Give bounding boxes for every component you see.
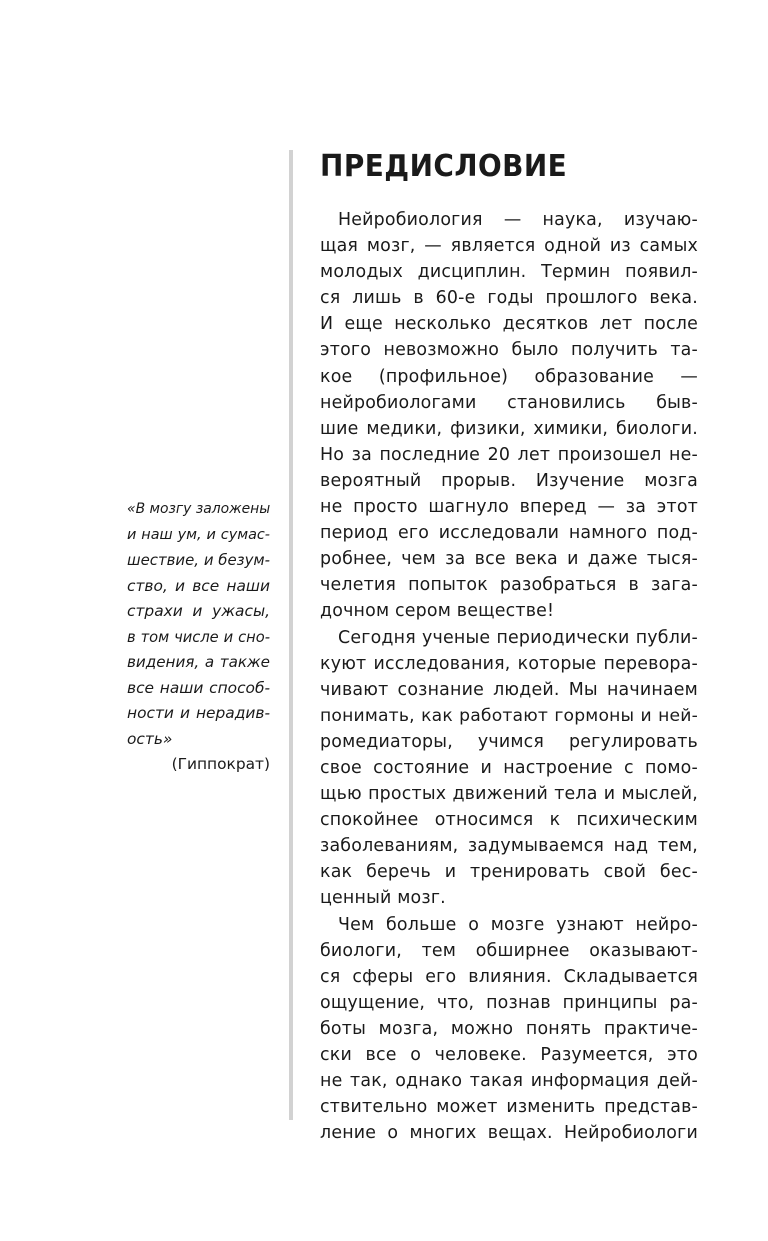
- text-line: чивают сознание людей. Мы начинаем: [320, 679, 698, 700]
- text-line: понимать, как работают гормоны и ней-: [320, 705, 698, 726]
- text-line: ромедиаторы, учимся регулировать: [320, 731, 698, 752]
- epigraph-line: и наш ум, и сумас-: [127, 526, 270, 543]
- text-line: период его исследовали намного под-: [320, 523, 698, 544]
- text-line: этого невозможно было получить та-: [320, 340, 698, 361]
- text-line: дочном сером веществе!: [320, 601, 555, 622]
- text-line: ценный мозг.: [320, 888, 446, 909]
- text-line: ление о многих вещах. Нейробиологи: [320, 1123, 698, 1144]
- paragraph-3: [320, 912, 698, 1147]
- text-line: нейробиологами становились быв-: [320, 392, 698, 413]
- body-text: [320, 207, 698, 1146]
- text-line: челетия попыток разобраться в зага-: [320, 575, 698, 596]
- text-line: Но за последние 20 лет произошел не-: [320, 444, 698, 465]
- margin-divider: [289, 150, 293, 1120]
- text-line: ски все о человеке. Разумеется, это: [320, 1045, 698, 1065]
- text-line: робнее, чем за все века и даже тыся-: [320, 549, 698, 570]
- epigraph-line: страхи и ужасы,: [127, 602, 270, 620]
- text-line: боты мозга, можно понять практиче-: [320, 1018, 698, 1039]
- paragraph-1: [320, 207, 698, 625]
- text-line: не просто шагнуло вперед — за этот: [320, 497, 698, 518]
- text-line: Сегодня ученые периодически публи-: [338, 627, 698, 648]
- chapter-title: ПРЕДИСЛОВИЕ: [320, 149, 568, 184]
- text-line: шие медики, физики, химики, биологи.: [320, 418, 698, 439]
- epigraph-line: ство, и все наши: [127, 576, 270, 595]
- text-line: щая мозг, — является одной из самых: [320, 236, 698, 257]
- epigraph-line: в том числе и сно-: [127, 628, 270, 646]
- text-line: как беречь и тренировать свой бес-: [320, 862, 698, 883]
- text-line: щью простых движений тела и мыслей,: [320, 784, 698, 805]
- epigraph-line: видения, а также: [127, 653, 270, 671]
- text-line: Чем больше о мозге узнают нейро-: [338, 914, 698, 935]
- text-line: куют исследования, которые перевора-: [320, 653, 698, 674]
- paragraph-2: [320, 625, 698, 912]
- epigraph-line: «В мозгу заложены: [127, 501, 271, 517]
- text-line: спокойнее относимся к психическим: [320, 810, 698, 831]
- text-line: биологи, тем обширнее оказывают-: [320, 940, 698, 961]
- text-line: ствительно может изменить представ-: [320, 1097, 698, 1118]
- epigraph-line: шествие, и безум-: [127, 551, 270, 569]
- text-line: И еще несколько десятков лет после: [320, 314, 698, 335]
- text-line: молодых дисциплин. Термин появил-: [320, 262, 698, 283]
- text-line: вероятный прорыв. Изучение мозга: [320, 470, 698, 491]
- epigraph-line: ности и нерадив-: [127, 704, 270, 722]
- text-line: Нейробиология — наука, изучаю-: [338, 210, 698, 230]
- text-line: заболеваниям, задумываемся над тем,: [320, 836, 698, 857]
- text-line: ся сферы его влияния. Складывается: [320, 966, 698, 987]
- epigraph-line: ость»: [127, 729, 173, 748]
- text-line: ся лишь в 60-е годы прошлого века.: [320, 288, 698, 309]
- epigraph-line: все наши способ-: [127, 678, 270, 697]
- text-line: кое (профильное) образование —: [320, 366, 698, 387]
- text-line: ощущение, что, познав принципы ра-: [320, 992, 698, 1013]
- epigraph: [127, 497, 270, 778]
- text-line: свое состояние и настроение с помо-: [320, 757, 698, 778]
- epigraph-attribution: (Гиппократ): [171, 755, 270, 773]
- text-line: не так, однако такая информация дей-: [320, 1071, 698, 1092]
